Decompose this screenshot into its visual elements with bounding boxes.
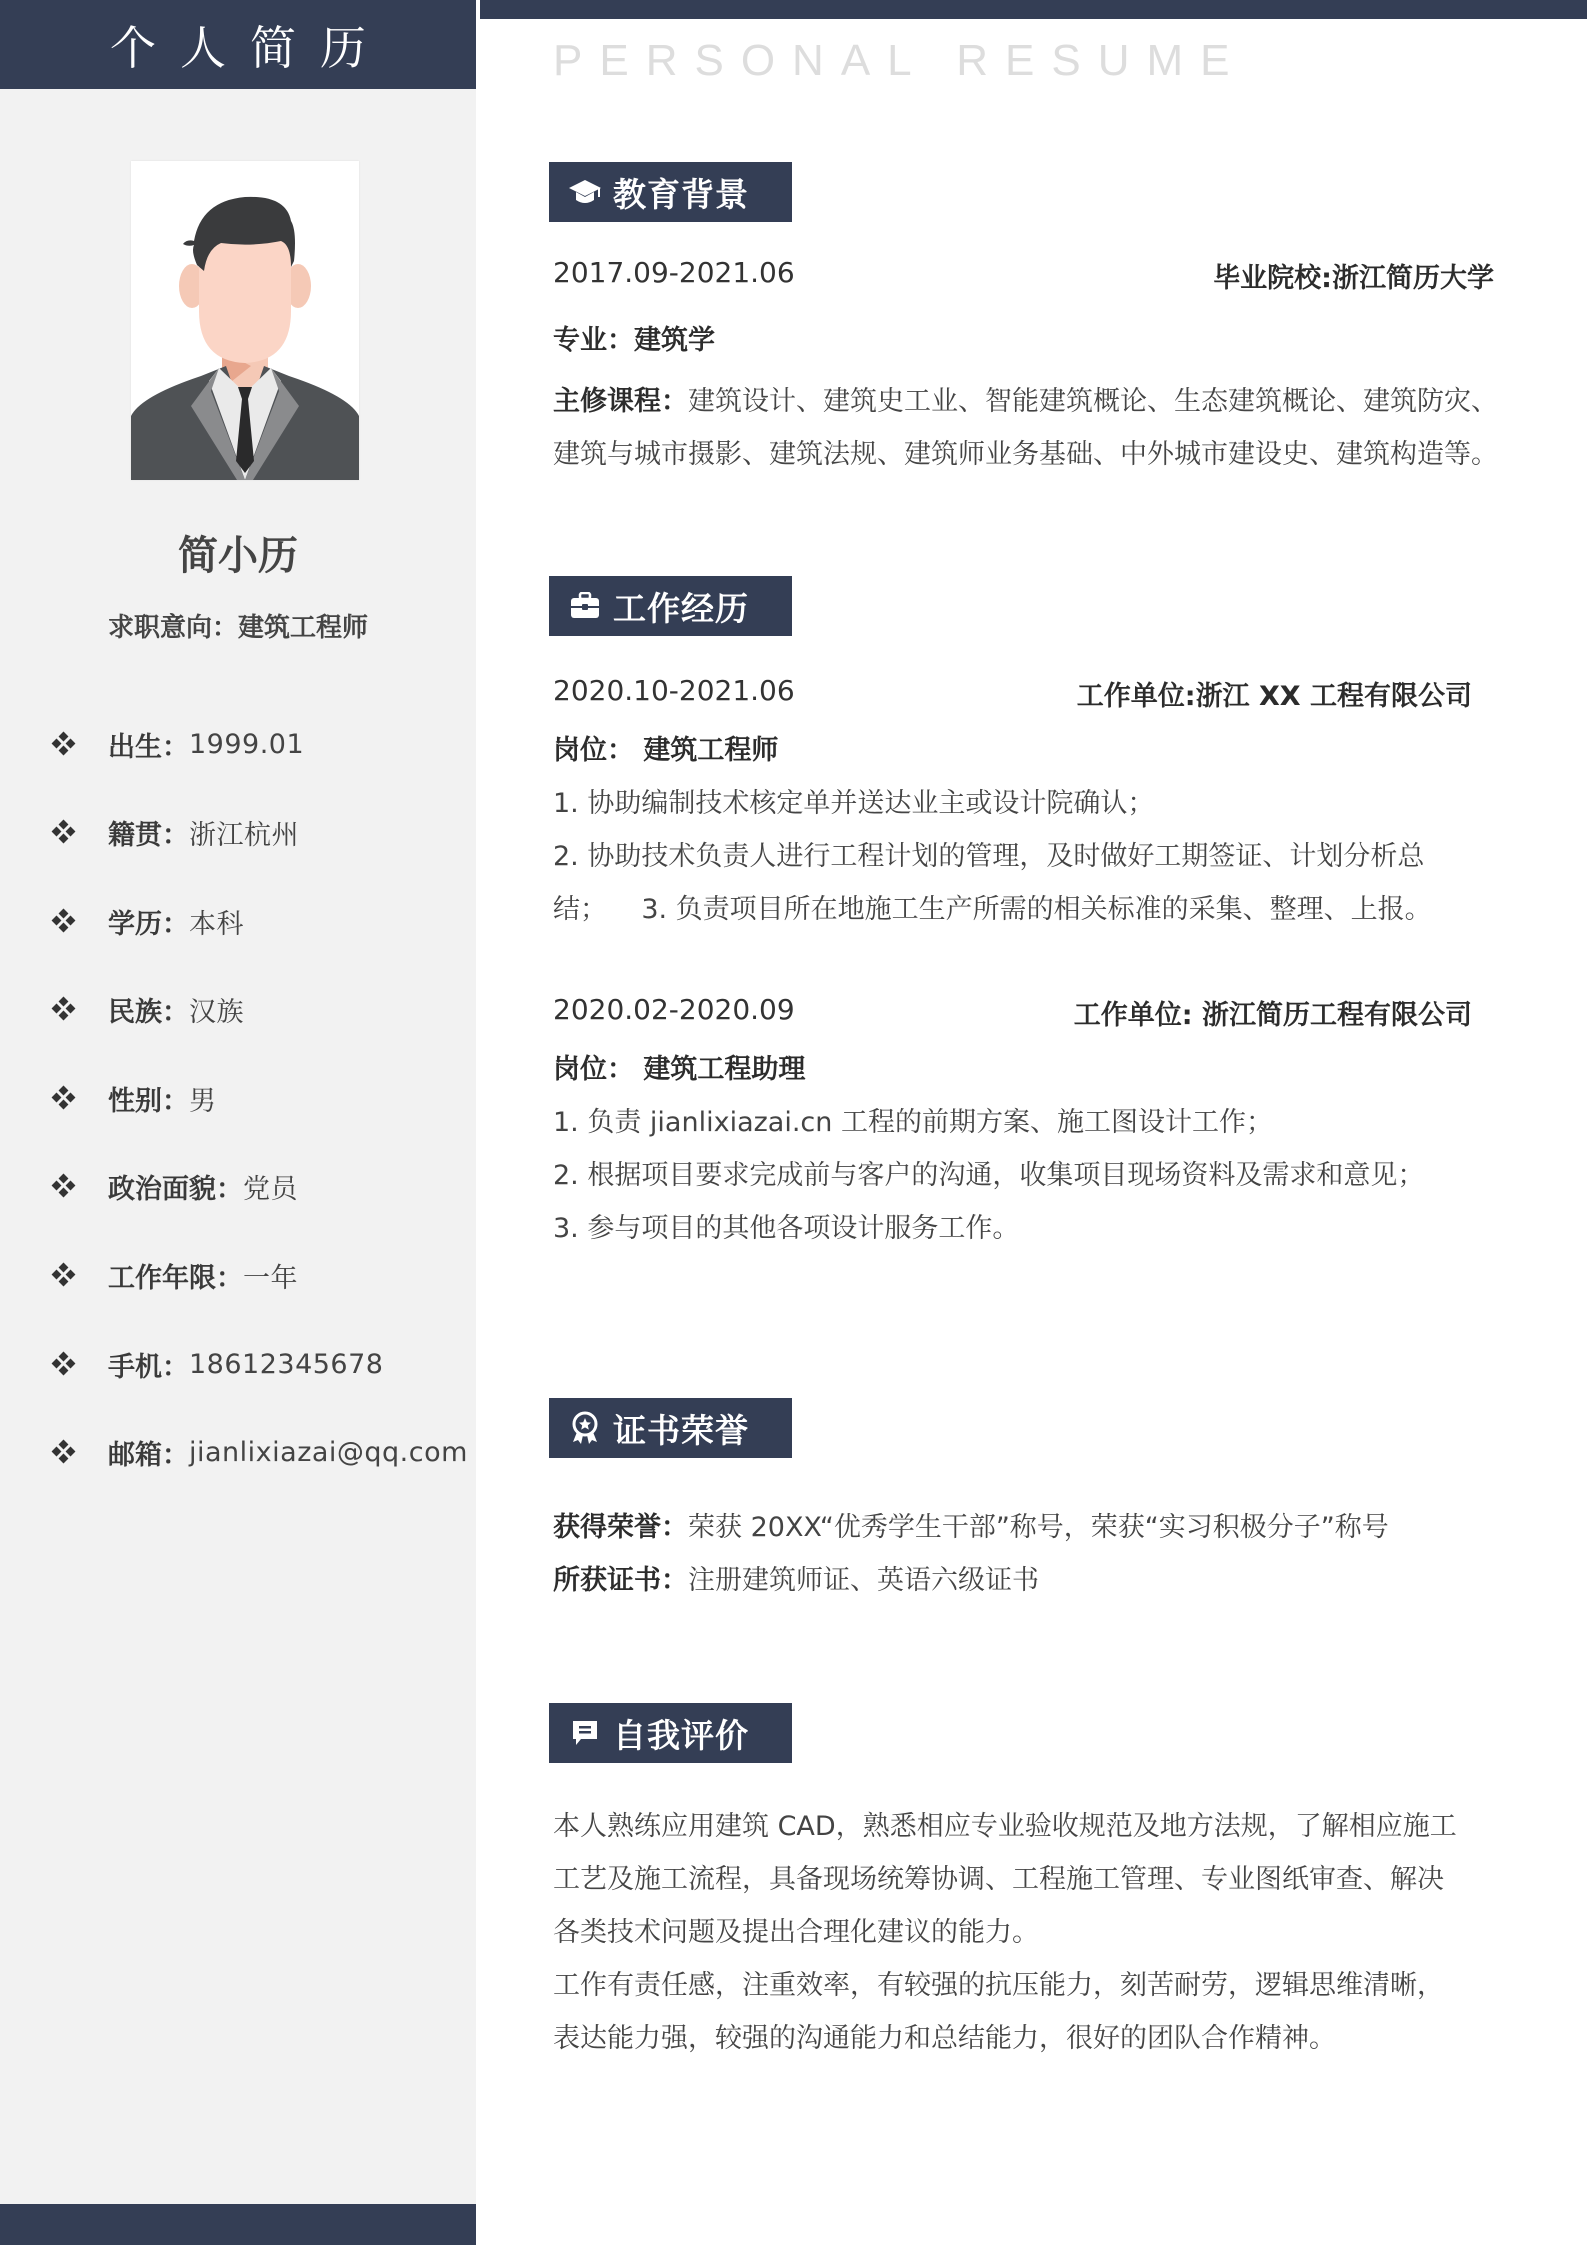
job-2-position [553, 1047, 805, 1086]
courses-label: 主修课程： [553, 386, 688, 417]
honors-awards [553, 1505, 1389, 1544]
school-name: 浙江简历大学 [1332, 263, 1494, 294]
job-1-period: 2020.10-2021.06 [553, 674, 795, 707]
position-value: 建筑工程助理 [643, 1054, 806, 1085]
briefcase-icon [565, 586, 605, 626]
info-label: 学历： [108, 908, 189, 940]
certs-label: 所获证书： [553, 1565, 688, 1596]
position-label: 岗位： [553, 1054, 634, 1085]
sidebar-footer-bar [0, 2204, 476, 2245]
info-value: 18612345678 [189, 1348, 384, 1380]
sidebar [0, 0, 476, 2245]
avatar-photo [131, 161, 359, 480]
info-label: 政治面貌： [108, 1173, 243, 1205]
job-2-period: 2020.02-2020.09 [553, 993, 795, 1026]
company-label: 工作单位: [1076, 681, 1196, 712]
major-label: 专业： [553, 325, 634, 356]
job-2-duty-3: 3. 参与项目的其他各项设计服务工作。 [553, 1213, 1020, 1244]
objective-label: 求职意向： [107, 613, 238, 643]
candidate-name: 简小历 [178, 533, 298, 579]
info-label: 工作年限： [108, 1262, 243, 1294]
top-accent-bar [480, 0, 1587, 19]
job-1-duty-1: 1. 协助编制技术核定单并送达业主或设计院确认； [553, 788, 1155, 819]
page-subtitle: PERSONAL RESUME [553, 36, 1247, 85]
section-title: 自我评价 [613, 1715, 749, 1755]
section-heading-honors [549, 1398, 792, 1458]
diamond-bullet-icon [53, 1175, 75, 1197]
info-label: 邮箱： [108, 1439, 189, 1471]
info-value: 浙江杭州 [189, 819, 299, 851]
school-label: 毕业院校: [1213, 263, 1332, 294]
section-title: 证书荣誉 [613, 1410, 749, 1450]
company-name: 浙江简历工程有限公司 [1202, 1000, 1472, 1031]
info-value: jianlixiazai@qq.com [189, 1436, 468, 1468]
sidebar-header [0, 0, 476, 89]
company-label: 工作单位: [1073, 1000, 1202, 1031]
section-heading-work [549, 576, 792, 636]
info-item-gender [0, 1078, 217, 1118]
self-eval-line-3: 各类技术问题及提出合理化建议的能力。 [553, 1917, 1039, 1948]
info-item-email [0, 1432, 468, 1472]
info-value: 本科 [189, 908, 244, 940]
award-icon [565, 1408, 605, 1448]
diamond-bullet-icon [53, 1087, 75, 1109]
info-label: 手机： [108, 1351, 189, 1383]
comment-icon [565, 1713, 605, 1753]
education-period: 2017.09-2021.06 [553, 256, 795, 289]
info-item-education [0, 901, 244, 941]
section-heading-self-evaluation [549, 1703, 792, 1763]
honors-certificates [553, 1558, 1039, 1597]
info-item-birth [0, 724, 304, 764]
job-2-duty-1: 1. 负责 jianlixiazai.cn 工程的前期方案、施工图设计工作； [553, 1107, 1273, 1138]
diamond-bullet-icon [53, 1264, 75, 1286]
info-item-phone [0, 1344, 383, 1384]
person-avatar-icon [131, 161, 359, 480]
company-name: 浙江 XX 工程有限公司 [1195, 681, 1472, 712]
info-item-hometown [0, 812, 299, 852]
education-courses-line-1 [553, 379, 1498, 418]
info-value: 男 [189, 1085, 217, 1117]
info-value: 1999.01 [189, 728, 305, 760]
job-1-company [1077, 674, 1472, 713]
certs-text: 注册建筑师证、英语六级证书 [688, 1565, 1039, 1596]
info-label: 民族： [108, 996, 189, 1028]
diamond-bullet-icon [53, 821, 75, 843]
job-objective [0, 607, 476, 644]
info-value: 汉族 [189, 996, 244, 1028]
job-1-position [553, 728, 778, 767]
job-1-duty-3: 结； 3. 负责项目所在地施工生产所需的相关标准的采集、整理、上报。 [553, 894, 1432, 925]
diamond-bullet-icon [53, 910, 75, 932]
info-item-political-status [0, 1166, 298, 1206]
info-label: 籍贯： [108, 819, 189, 851]
info-label: 出生： [108, 731, 189, 763]
section-title: 工作经历 [613, 588, 749, 628]
info-label: 性别： [108, 1085, 189, 1117]
self-eval-line-5: 表达能力强，较强的沟通能力和总结能力，很好的团队合作精神。 [553, 2023, 1336, 2054]
self-eval-line-1: 本人熟练应用建筑 CAD，熟悉相应专业验收规范及地方法规，了解相应施工 [553, 1811, 1457, 1842]
graduation-cap-icon [565, 172, 605, 212]
position-value: 建筑工程师 [643, 735, 779, 766]
diamond-bullet-icon [53, 733, 75, 755]
education-school [1213, 256, 1494, 295]
section-heading-education [549, 162, 792, 222]
info-item-ethnicity [0, 989, 244, 1029]
section-title: 教育背景 [613, 174, 749, 214]
education-major [553, 318, 715, 357]
info-value: 党员 [243, 1173, 298, 1205]
courses-text: 建筑设计、建筑史工业、智能建筑概论、生态建筑概论、建筑防灾、 [688, 386, 1498, 417]
objective-value: 建筑工程师 [238, 613, 369, 643]
diamond-bullet-icon [53, 1441, 75, 1463]
self-eval-line-4: 工作有责任感，注重效率，有较强的抗压能力，刻苦耐劳，逻辑思维清晰， [553, 1970, 1444, 2001]
education-courses-line-2: 建筑与城市摄影、建筑法规、建筑师业务基础、中外城市建设史、建筑构造等。 [553, 439, 1498, 470]
resume-title: 个人简历 [110, 20, 390, 75]
diamond-bullet-icon [53, 1353, 75, 1375]
job-2-company [1074, 993, 1472, 1032]
position-label: 岗位： [553, 735, 634, 766]
job-2-duty-2: 2. 根据项目要求完成前与客户的沟通，收集项目现场资料及需求和意见； [553, 1160, 1425, 1191]
job-1-duty-2: 2. 协助技术负责人进行工程计划的管理，及时做好工期签证、计划分析总 [553, 841, 1425, 872]
info-item-work-years [0, 1255, 298, 1295]
info-value: 一年 [243, 1262, 298, 1294]
awards-text: 荣获 20XX“优秀学生干部”称号，荣获“实习积极分子”称号 [688, 1512, 1389, 1543]
diamond-bullet-icon [53, 998, 75, 1020]
major-value: 建筑学 [634, 325, 715, 356]
awards-label: 获得荣誉： [553, 1512, 688, 1543]
self-eval-line-2: 工艺及施工流程，具备现场统筹协调、工程施工管理、专业图纸审查、解决 [553, 1864, 1444, 1895]
